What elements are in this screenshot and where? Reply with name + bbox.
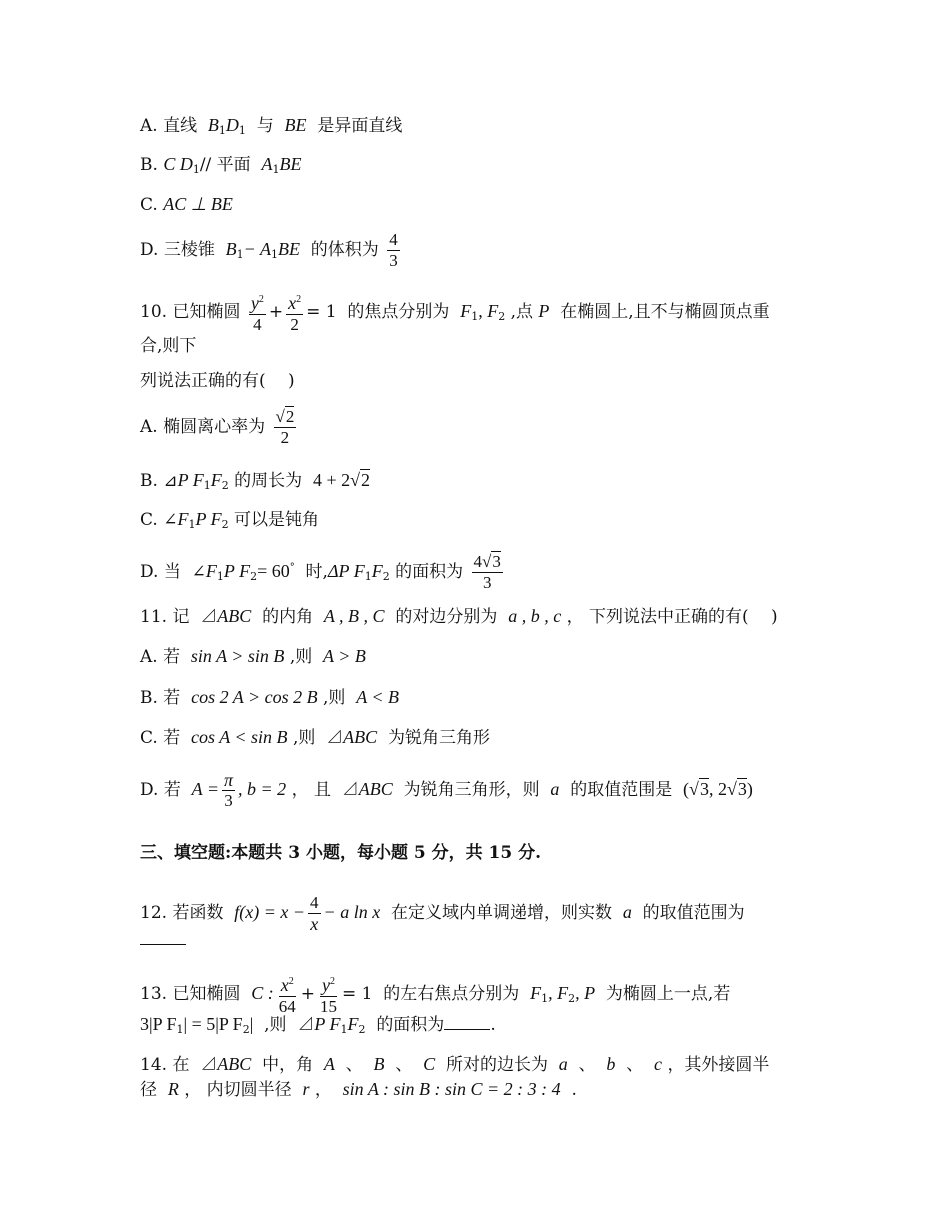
section-heading: 三、填空题:本题共 3 小题，每小题 5 分，共 15 分. bbox=[140, 843, 542, 863]
q10-stem: 10. 已知椭圆 $\frac{y^2}{4}$ + $\frac{x^2}{2}$ = 1 的焦点分别为 $F_1$, $F_2$ ,点 P 在椭圆上,且不与椭圆顶点重 bbox=[140, 290, 770, 335]
q11-option-a: A. 若 sin A > sin B ,则 A > B bbox=[140, 646, 366, 667]
q10-option-c: C. $\angle F_1P$ $F_2$ 可以是钝角 bbox=[140, 509, 320, 531]
q13-stem-line2: 3|P $F_1| = 5|P$ $F_2|$ ,则 ⊿P $F_1F_2$ 的面积为 . bbox=[140, 1014, 496, 1036]
q14-stem-line2: 径 R ， 内切圆半径 r ， sin A : sin B : sin C = 2 : 3 : 4 . bbox=[140, 1079, 577, 1100]
q12-answer-blank[interactable] bbox=[140, 926, 186, 951]
q11-option-d: D. 若 A = $\frac{\pi}{3}$ , b = 2 ， 且 ⊿ABC 为锐角三角形，则 a 的取值范围是 (√3, 2√3) bbox=[140, 770, 753, 810]
q10-stem-line3: 列说法正确的有( ) bbox=[140, 371, 295, 391]
q13-answer-blank[interactable] bbox=[444, 1029, 490, 1030]
q9-option-c: C. AC ⊥ BE bbox=[140, 194, 233, 215]
q10-option-a: A. 椭圆离心率为 $\frac{√2}{2}$ bbox=[140, 407, 295, 447]
q10-option-b: B. ⊿P $F_1F_2$ 的周长为 4 + 2√2 bbox=[140, 470, 370, 492]
q9-option-d: D. 三棱锥 $B_1- A_1BE$ 的体积为 $\frac{4}{3}$ bbox=[140, 230, 398, 270]
q11-stem: 11. 记 ⊿ABC 的内角 A , B , C 的对边分别为 a , b , c ， 下列说法中正确的有( ) bbox=[140, 606, 778, 627]
q11-option-b: B. 若 cos 2 A > cos 2 B ,则 A < B bbox=[140, 687, 400, 708]
q14-stem: 14. 在 ⊿ABC 中，角 A 、 B 、 C 所对的边长为 a 、 b 、 c ，其外接圆半 bbox=[140, 1054, 770, 1075]
q10-option-d: D. 当 $\angle F_1P$ $F_2= 60^\circ$ 时,ΔP $F_1F_2$ 的面积为 $\frac{4√3}{3}$ bbox=[140, 552, 501, 592]
q9-option-a: A. 直线 $B_1D_1$ 与 BE 是异面直线 bbox=[140, 115, 403, 137]
q10-stem-line2: 合,则下 bbox=[140, 336, 197, 356]
q9-option-b: B. C $D_1//$ 平面 $A_1BE$ bbox=[140, 154, 302, 176]
q13-stem: 13. 已知椭圆 C : $\frac{x^2}{64}$ + $\frac{y^2}{15}$ = 1 的左右焦点分别为 $F_1$, $F_2$, P 为椭圆上一点,若 bbox=[140, 972, 730, 1017]
q12-stem: 12. 若函数 f(x) = x − $\frac{4}{x}$ − a ln x 在定义域内单调递增，则实数 a 的取值范围为 bbox=[140, 893, 745, 934]
q11-option-c: C. 若 cos A < sin B ,则 ⊿ABC 为锐角三角形 bbox=[140, 727, 490, 748]
volume-fraction: $\frac{4}{3}$ bbox=[389, 230, 398, 270]
